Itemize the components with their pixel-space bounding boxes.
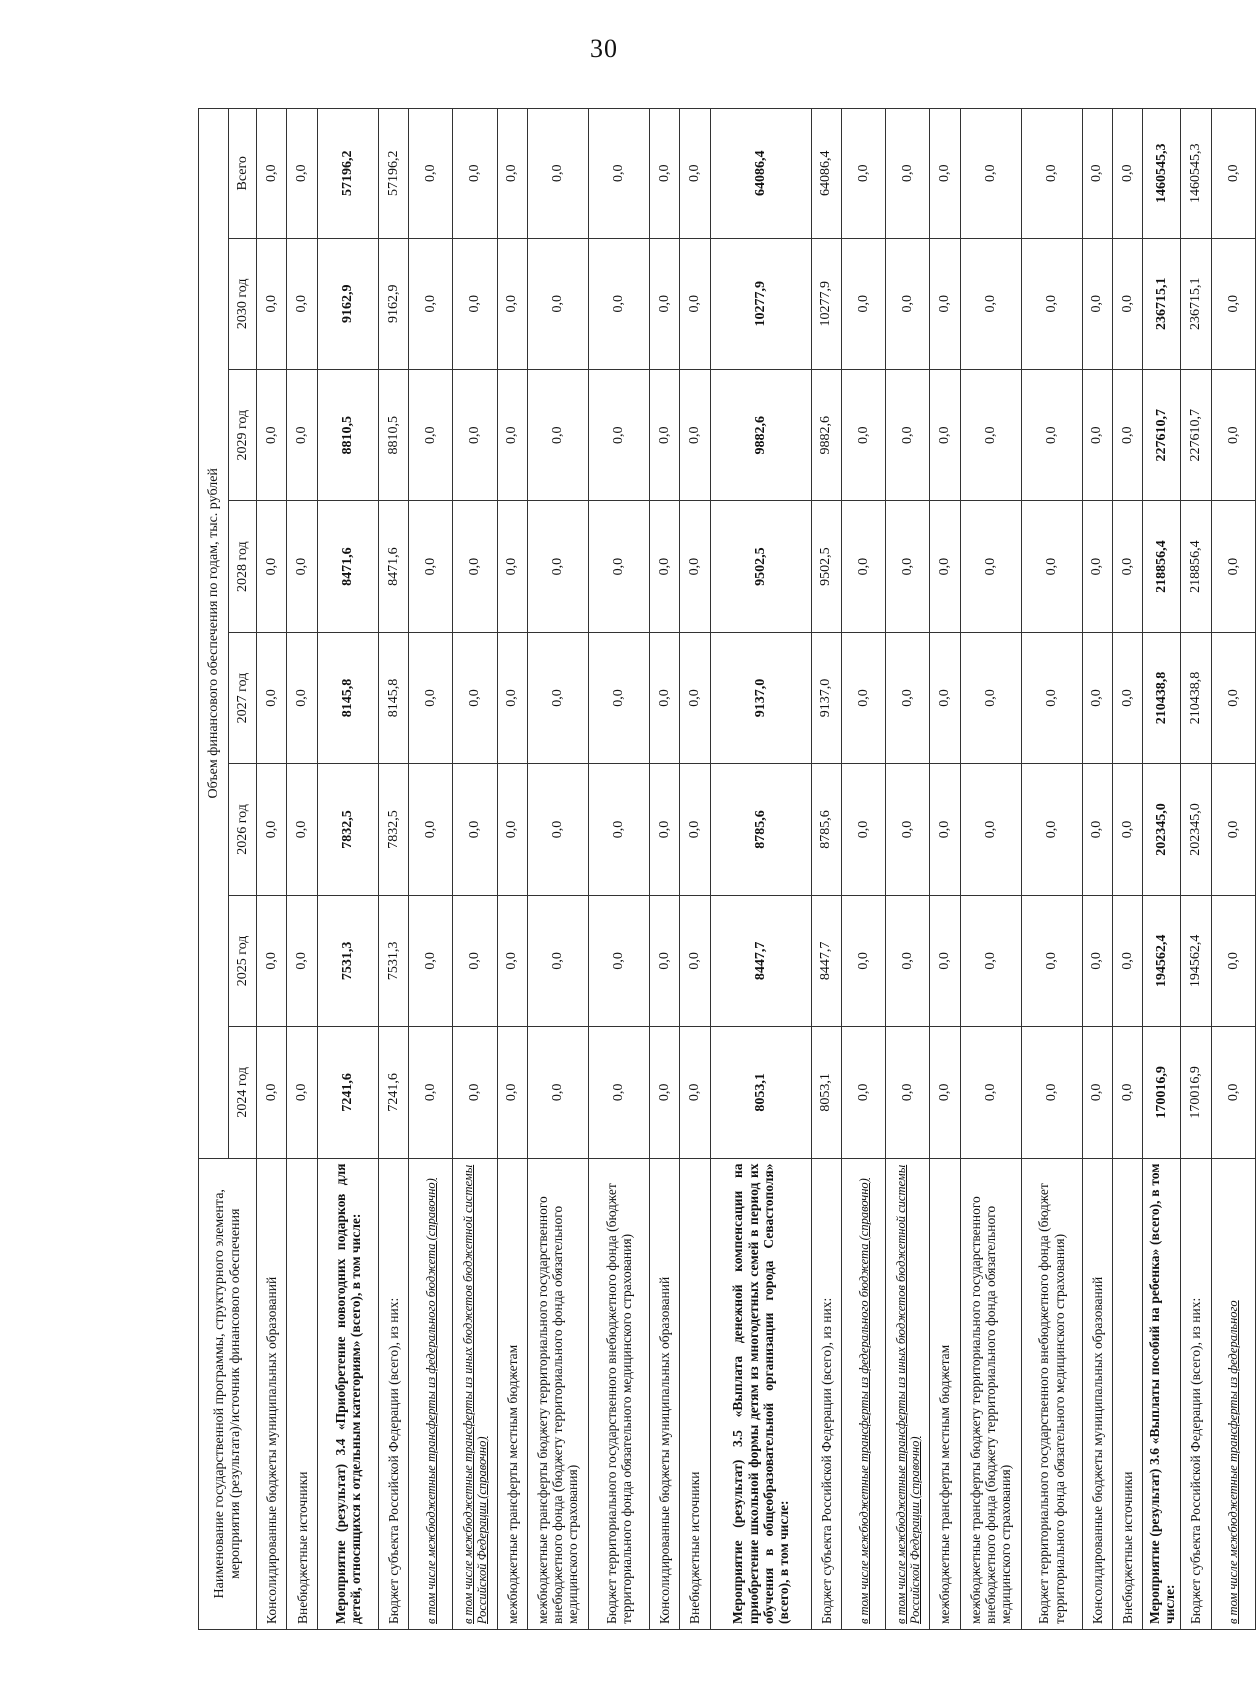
value-cell: 0,0 — [886, 238, 930, 369]
value-cell: 0,0 — [287, 895, 317, 1026]
value-cell: 0,0 — [453, 632, 497, 763]
value-cell: 0,0 — [1021, 238, 1082, 369]
value-cell: 0,0 — [960, 764, 1021, 895]
value-cell: 0,0 — [287, 764, 317, 895]
value-cell: 0,0 — [409, 895, 453, 1026]
value-cell: 0,0 — [1112, 238, 1142, 369]
row-label: Мероприятие (результат) 3.5 «Выплата денежной компенсации на приобретение школьной формы детям из многодетных семей в период их обучения в общеобразовательной организации города Севастополя» (всего), в том числе: — [710, 1158, 811, 1629]
value-cell: 8447,7 — [811, 895, 841, 1026]
year-header-cell: Всего — [229, 109, 257, 239]
value-cell: 0,0 — [527, 369, 588, 500]
value-cell: 218856,4 — [1143, 501, 1181, 632]
value-cell: 0,0 — [886, 764, 930, 895]
value-cell: 0,0 — [1082, 632, 1112, 763]
value-cell: 0,0 — [1082, 1027, 1112, 1158]
value-cell: 194562,4 — [1143, 895, 1181, 1026]
value-cell: 0,0 — [453, 764, 497, 895]
value-cell: 202345,0 — [1143, 764, 1181, 895]
value-cell: 0,0 — [842, 1027, 886, 1158]
row-label: межбюджетные трансферты местным бюджетам — [930, 1158, 960, 1629]
value-cell: 0,0 — [588, 764, 649, 895]
value-cell: 0,0 — [409, 1027, 453, 1158]
value-cell: 0,0 — [453, 238, 497, 369]
value-cell: 0,0 — [527, 109, 588, 239]
value-cell: 57196,2 — [317, 109, 378, 239]
value-cell: 0,0 — [257, 501, 287, 632]
table-row — [287, 109, 317, 1630]
value-cell: 227610,7 — [1181, 369, 1211, 500]
value-cell: 9882,6 — [811, 369, 841, 500]
value-cell: 0,0 — [1021, 632, 1082, 763]
value-cell: 0,0 — [930, 1027, 960, 1158]
value-cell: 64086,4 — [710, 109, 811, 239]
value-cell: 0,0 — [497, 109, 527, 239]
table-row — [1082, 109, 1112, 1630]
value-cell: 8785,6 — [710, 764, 811, 895]
year-header-cell: 2026 год — [229, 764, 257, 895]
value-cell: 0,0 — [1021, 501, 1082, 632]
value-cell: 0,0 — [1021, 764, 1082, 895]
value-cell: 0,0 — [497, 238, 527, 369]
value-cell: 0,0 — [680, 895, 710, 1026]
value-cell: 0,0 — [1211, 1027, 1255, 1158]
value-cell: 0,0 — [649, 501, 679, 632]
value-cell: 0,0 — [886, 632, 930, 763]
value-cell: 9137,0 — [710, 632, 811, 763]
value-cell: 0,0 — [588, 109, 649, 239]
value-cell: 0,0 — [1082, 764, 1112, 895]
value-cell: 0,0 — [1021, 1027, 1082, 1158]
value-cell: 0,0 — [680, 764, 710, 895]
value-cell: 0,0 — [1112, 501, 1142, 632]
value-cell: 202345,0 — [1181, 764, 1211, 895]
table-row — [811, 109, 841, 1630]
value-cell: 7241,6 — [378, 1027, 408, 1158]
value-cell: 0,0 — [1112, 895, 1142, 1026]
value-cell: 0,0 — [842, 238, 886, 369]
value-cell: 0,0 — [930, 369, 960, 500]
value-cell: 9882,6 — [710, 369, 811, 500]
value-cell: 0,0 — [1211, 632, 1255, 763]
value-cell: 0,0 — [886, 501, 930, 632]
value-cell: 0,0 — [257, 764, 287, 895]
value-cell: 0,0 — [1082, 109, 1112, 239]
value-cell: 0,0 — [287, 501, 317, 632]
table-row — [453, 109, 497, 1630]
value-cell: 0,0 — [497, 764, 527, 895]
value-cell: 0,0 — [930, 238, 960, 369]
value-cell: 0,0 — [649, 632, 679, 763]
value-cell: 0,0 — [497, 895, 527, 1026]
value-cell: 0,0 — [453, 109, 497, 239]
value-cell: 0,0 — [453, 895, 497, 1026]
value-cell: 8785,6 — [811, 764, 841, 895]
row-label: Внебюджетные источники — [1112, 1158, 1142, 1629]
financing-table — [198, 108, 1256, 1630]
value-cell: 0,0 — [842, 109, 886, 239]
value-cell: 0,0 — [649, 895, 679, 1026]
value-cell: 0,0 — [257, 369, 287, 500]
value-cell: 0,0 — [1211, 238, 1255, 369]
value-cell: 218856,4 — [1181, 501, 1211, 632]
value-cell: 0,0 — [409, 501, 453, 632]
value-cell: 236715,1 — [1181, 238, 1211, 369]
value-cell: 0,0 — [680, 632, 710, 763]
table-row — [1181, 109, 1211, 1630]
value-cell: 0,0 — [930, 764, 960, 895]
value-cell: 0,0 — [842, 501, 886, 632]
value-cell: 64086,4 — [811, 109, 841, 239]
value-cell: 0,0 — [886, 109, 930, 239]
value-cell: 8447,7 — [710, 895, 811, 1026]
value-cell: 0,0 — [680, 1027, 710, 1158]
value-cell: 0,0 — [588, 238, 649, 369]
value-cell: 0,0 — [960, 109, 1021, 239]
value-cell: 9502,5 — [710, 501, 811, 632]
value-cell: 0,0 — [588, 895, 649, 1026]
value-cell: 210438,8 — [1143, 632, 1181, 763]
value-cell: 0,0 — [527, 764, 588, 895]
value-cell: 0,0 — [588, 632, 649, 763]
row-label: в том числе межбюджетные трансферты из федерального бюджета (справочно) — [842, 1158, 886, 1629]
value-cell: 0,0 — [527, 238, 588, 369]
value-cell: 0,0 — [527, 1027, 588, 1158]
value-cell: 0,0 — [257, 238, 287, 369]
table-row — [527, 109, 588, 1630]
value-cell: 0,0 — [960, 238, 1021, 369]
value-cell: 0,0 — [588, 369, 649, 500]
value-cell: 0,0 — [588, 1027, 649, 1158]
table-row — [710, 109, 811, 1630]
value-cell: 0,0 — [649, 238, 679, 369]
value-cell: 0,0 — [453, 1027, 497, 1158]
value-cell: 0,0 — [649, 369, 679, 500]
row-label: Бюджет территориального государственного внебюджетного фонда (бюджет территориального фонда обязательного медицинского страхования) — [588, 1158, 649, 1629]
value-cell: 8053,1 — [710, 1027, 811, 1158]
value-cell: 0,0 — [409, 369, 453, 500]
value-cell: 0,0 — [960, 369, 1021, 500]
value-cell: 57196,2 — [378, 109, 408, 239]
value-cell: 0,0 — [1112, 764, 1142, 895]
value-cell: 0,0 — [527, 501, 588, 632]
value-cell: 0,0 — [1112, 632, 1142, 763]
value-cell: 0,0 — [588, 501, 649, 632]
value-cell: 0,0 — [453, 501, 497, 632]
value-cell: 0,0 — [680, 238, 710, 369]
value-cell: 0,0 — [886, 1027, 930, 1158]
row-label: Бюджет субъекта Российской Федерации (всего), из них: — [811, 1158, 841, 1629]
row-label: межбюджетные трансферты бюджету территориального государственного внебюджетного фонда (бюджету территориального фонда обязательного медицинского страхования) — [527, 1158, 588, 1629]
row-label: Мероприятие (результат) 3.6 «Выплаты пособий на ребенка» (всего), в том числе: — [1143, 1158, 1181, 1629]
value-cell: 10277,9 — [811, 238, 841, 369]
value-cell: 0,0 — [680, 369, 710, 500]
value-cell: 10277,9 — [710, 238, 811, 369]
value-cell: 8810,5 — [378, 369, 408, 500]
value-cell: 1460545,3 — [1181, 109, 1211, 239]
value-cell: 0,0 — [257, 1027, 287, 1158]
row-label: Бюджет субъекта Российской Федерации (всего), из них: — [378, 1158, 408, 1629]
value-cell: 0,0 — [960, 895, 1021, 1026]
page-number: 30 — [590, 34, 618, 63]
rotated-table-container — [198, 108, 1256, 1630]
table-row — [649, 109, 679, 1630]
value-cell: 0,0 — [497, 369, 527, 500]
row-label: Внебюджетные источники — [287, 1158, 317, 1629]
year-header-cell: 2028 год — [229, 501, 257, 632]
year-header-cell: 2029 год — [229, 369, 257, 500]
value-cell: 8145,8 — [317, 632, 378, 763]
value-cell: 0,0 — [527, 632, 588, 763]
row-label: Бюджет субъекта Российской Федерации (всего), из них: — [1181, 1158, 1211, 1629]
value-cell: 9162,9 — [317, 238, 378, 369]
value-cell: 0,0 — [842, 369, 886, 500]
table-row — [317, 109, 378, 1630]
value-cell: 0,0 — [1211, 369, 1255, 500]
value-cell: 0,0 — [1112, 1027, 1142, 1158]
header-name-cell: Наименование государственной программы, структурного элемента, мероприятия (результата)/источник финансового обеспечения — [199, 1158, 257, 1629]
value-cell: 0,0 — [842, 895, 886, 1026]
value-cell: 0,0 — [960, 501, 1021, 632]
value-cell: 0,0 — [287, 238, 317, 369]
row-label: межбюджетные трансферты местным бюджетам — [497, 1158, 527, 1629]
value-cell: 0,0 — [1082, 895, 1112, 1026]
year-header-cell: 2027 год — [229, 632, 257, 763]
row-label: Мероприятие (результат) 3.4 «Приобретение новогодних подарков для детей, относящихся к отдельным категориям» (всего), в том числе: — [317, 1158, 378, 1629]
value-cell: 170016,9 — [1143, 1027, 1181, 1158]
value-cell: 194562,4 — [1181, 895, 1211, 1026]
value-cell: 8145,8 — [378, 632, 408, 763]
year-header-cell: 2025 год — [229, 895, 257, 1026]
value-cell: 0,0 — [680, 501, 710, 632]
value-cell: 7531,3 — [317, 895, 378, 1026]
row-label: в том числе межбюджетные трансферты из федерального бюджета (справочно) — [409, 1158, 453, 1629]
value-cell: 9502,5 — [811, 501, 841, 632]
value-cell: 0,0 — [649, 109, 679, 239]
value-cell: 0,0 — [409, 632, 453, 763]
table-row — [588, 109, 649, 1630]
value-cell: 8810,5 — [317, 369, 378, 500]
value-cell: 0,0 — [409, 109, 453, 239]
value-cell: 0,0 — [1021, 369, 1082, 500]
table-row — [960, 109, 1021, 1630]
value-cell: 0,0 — [1082, 369, 1112, 500]
table-body — [257, 109, 1256, 1630]
table-row — [378, 109, 408, 1630]
value-cell: 0,0 — [527, 895, 588, 1026]
table-row — [257, 109, 287, 1630]
table-row — [1211, 109, 1255, 1630]
value-cell: 0,0 — [1021, 109, 1082, 239]
value-cell: 0,0 — [930, 895, 960, 1026]
value-cell: 0,0 — [680, 109, 710, 239]
table-row — [842, 109, 886, 1630]
value-cell: 0,0 — [1112, 109, 1142, 239]
value-cell: 0,0 — [497, 1027, 527, 1158]
row-label: Внебюджетные источники — [680, 1158, 710, 1629]
row-label: Консолидированные бюджеты муниципальных образований — [257, 1158, 287, 1629]
value-cell: 0,0 — [257, 632, 287, 763]
header-group-cell: Объем финансового обеспечения по годам, тыс. рублей — [199, 109, 229, 1159]
value-cell: 0,0 — [287, 369, 317, 500]
table-row — [680, 109, 710, 1630]
row-label: в том числе межбюджетные трансферты из иных бюджетов бюджетной системы Российской Федерации (справочно) — [886, 1158, 930, 1629]
value-cell: 7241,6 — [317, 1027, 378, 1158]
value-cell: 0,0 — [409, 764, 453, 895]
row-label: Консолидированные бюджеты муниципальных образований — [1082, 1158, 1112, 1629]
value-cell: 0,0 — [453, 369, 497, 500]
value-cell: 9162,9 — [378, 238, 408, 369]
table-row — [930, 109, 960, 1630]
value-cell: 7832,5 — [378, 764, 408, 895]
value-cell: 0,0 — [649, 764, 679, 895]
table-row — [886, 109, 930, 1630]
value-cell: 0,0 — [960, 632, 1021, 763]
value-cell: 210438,8 — [1181, 632, 1211, 763]
value-cell: 0,0 — [930, 501, 960, 632]
year-header-cell: 2030 год — [229, 238, 257, 369]
value-cell: 0,0 — [1211, 895, 1255, 1026]
value-cell: 0,0 — [960, 1027, 1021, 1158]
table-row — [497, 109, 527, 1630]
value-cell: 9137,0 — [811, 632, 841, 763]
table-row — [1112, 109, 1142, 1630]
value-cell: 0,0 — [497, 501, 527, 632]
value-cell: 0,0 — [930, 632, 960, 763]
value-cell: 8471,6 — [378, 501, 408, 632]
value-cell: 0,0 — [287, 632, 317, 763]
value-cell: 0,0 — [497, 632, 527, 763]
value-cell: 0,0 — [1082, 238, 1112, 369]
year-header-cell: 2024 год — [229, 1027, 257, 1158]
row-label: межбюджетные трансферты бюджету территориального государственного внебюджетного фонда (бюджету территориального фонда обязательного медицинского страхования) — [960, 1158, 1021, 1629]
value-cell: 0,0 — [842, 632, 886, 763]
value-cell: 0,0 — [287, 1027, 317, 1158]
value-cell: 0,0 — [1211, 501, 1255, 632]
row-label: Консолидированные бюджеты муниципальных образований — [649, 1158, 679, 1629]
value-cell: 7531,3 — [378, 895, 408, 1026]
value-cell: 0,0 — [257, 895, 287, 1026]
value-cell: 170016,9 — [1181, 1027, 1211, 1158]
row-label: в том числе межбюджетные трансферты из федерального — [1211, 1158, 1255, 1629]
value-cell: 7832,5 — [317, 764, 378, 895]
table-row — [409, 109, 453, 1630]
value-cell: 227610,7 — [1143, 369, 1181, 500]
value-cell: 0,0 — [409, 238, 453, 369]
value-cell: 0,0 — [257, 109, 287, 239]
value-cell: 236715,1 — [1143, 238, 1181, 369]
value-cell: 8471,6 — [317, 501, 378, 632]
value-cell: 0,0 — [1211, 109, 1255, 239]
value-cell: 0,0 — [1082, 501, 1112, 632]
table-row — [1143, 109, 1181, 1630]
table-row — [1021, 109, 1082, 1630]
value-cell: 8053,1 — [811, 1027, 841, 1158]
value-cell: 0,0 — [886, 895, 930, 1026]
value-cell: 0,0 — [842, 764, 886, 895]
row-label: Бюджет территориального государственного внебюджетного фонда (бюджет территориального фонда обязательного медицинского страхования) — [1021, 1158, 1082, 1629]
value-cell: 0,0 — [1021, 895, 1082, 1026]
value-cell: 0,0 — [1211, 764, 1255, 895]
value-cell: 0,0 — [649, 1027, 679, 1158]
value-cell: 0,0 — [886, 369, 930, 500]
value-cell: 0,0 — [930, 109, 960, 239]
row-label: в том числе межбюджетные трансферты из иных бюджетов бюджетной системы Российской Федерации (справочно) — [453, 1158, 497, 1629]
value-cell: 1460545,3 — [1143, 109, 1181, 239]
value-cell: 0,0 — [1112, 369, 1142, 500]
value-cell: 0,0 — [287, 109, 317, 239]
